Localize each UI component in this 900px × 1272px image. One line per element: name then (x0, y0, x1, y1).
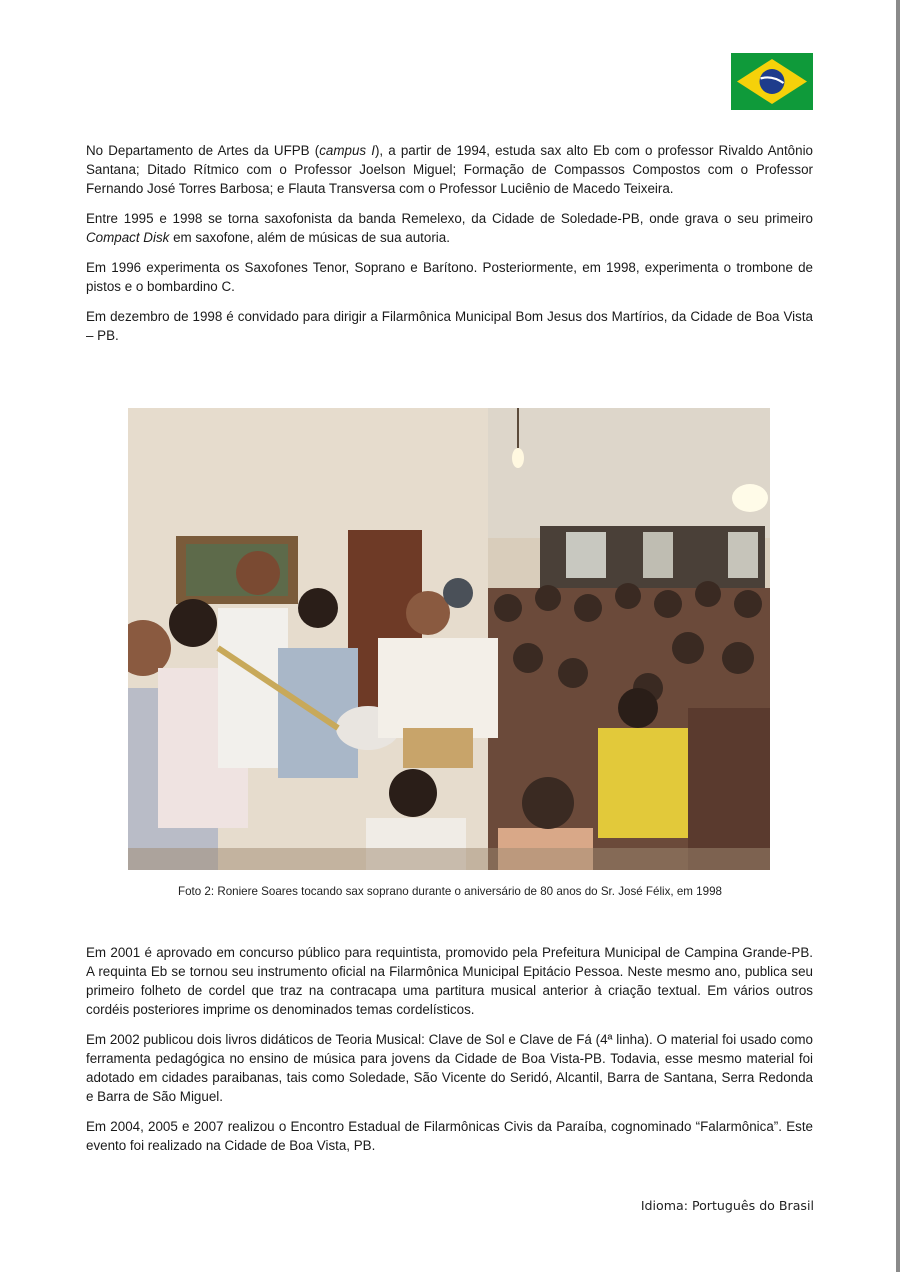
language-label: Idioma: Português do Brasil (640, 1198, 814, 1213)
photo-caption: Foto 2: Roniere Soares tocando sax soprano durante o aniversário de 80 anos do Sr. José Félix, em 1998 (178, 885, 722, 898)
paragraph-filarmonica: Em dezembro de 1998 é convidado para dirigir a Filarmônica Municipal Bom Jesus dos Martírios, da Cidade de Boa Vista – PB. (86, 309, 813, 343)
paragraph-falarmonica: Em 2004, 2005 e 2007 realizou o Encontro Estadual de Filarmônicas Civis da Paraíba, cognominado “Falarmônica”. Este evento foi realizado na Cidade de Boa Vista, PB. (86, 1119, 813, 1153)
paragraph-teoria-musical: Em 2002 publicou dois livros didáticos de Teoria Musical: Clave de Sol e Clave de Fá (4ª linha). O material foi usado como ferramenta pedagógica no ensino de música para jovens da Cidade de Boa Vista-PB. Todavia, esse mesmo material foi adotado em cidades paraibanas, tais como Soledade, São Vicente do Seridó, Alcantil, Barra de Santana, Serra Redonda e Barra de São Miguel. (86, 1032, 813, 1104)
paragraph-ufpb: No Departamento de Artes da UFPB (campus I), a partir de 1994, estuda sax alto Eb com o professor Rivaldo Antônio Santana; Ditado Rítmico com o Professor Joelson Miguel; Formação de Compassos Compostos com o Professor Fernando José Torres Barbosa; e Flauta Transversa com o Professor Luciênio de Macedo Teixeira. (86, 143, 813, 196)
paragraph-requinta: Em 2001 é aprovado em concurso público para requintista, promovido pela Prefeitura Municipal de Campina Grande-PB. A requinta Eb se tornou seu instrumento oficial na Filarmônica Municipal Epitácio Pessoa. Neste mesmo ano, publica seu primeiro folheto de cordel que traz na contracapa uma partitura musical anterior à criação textual. Em vários outros cordéis posteriores imprime os denominados temas cordelísticos. (86, 945, 813, 1017)
photo-illustration (128, 408, 770, 870)
page-edge (896, 0, 900, 1272)
brazil-flag-icon (731, 53, 813, 110)
photo (128, 408, 770, 870)
paragraph-saxofones: Em 1996 experimenta os Saxofones Tenor, Soprano e Barítono. Posteriormente, em 1998, experimenta o trombone de pistos e o bombardino C. (86, 260, 813, 294)
text-section-bottom (86, 943, 813, 1166)
text-section-top (86, 141, 813, 356)
paragraph-remelexo: Entre 1995 e 1998 se torna saxofonista da banda Remelexo, da Cidade de Soledade-PB, onde grava o seu primeiro Compact Disk em saxofone, além de músicas de sua autoria. (86, 211, 813, 245)
